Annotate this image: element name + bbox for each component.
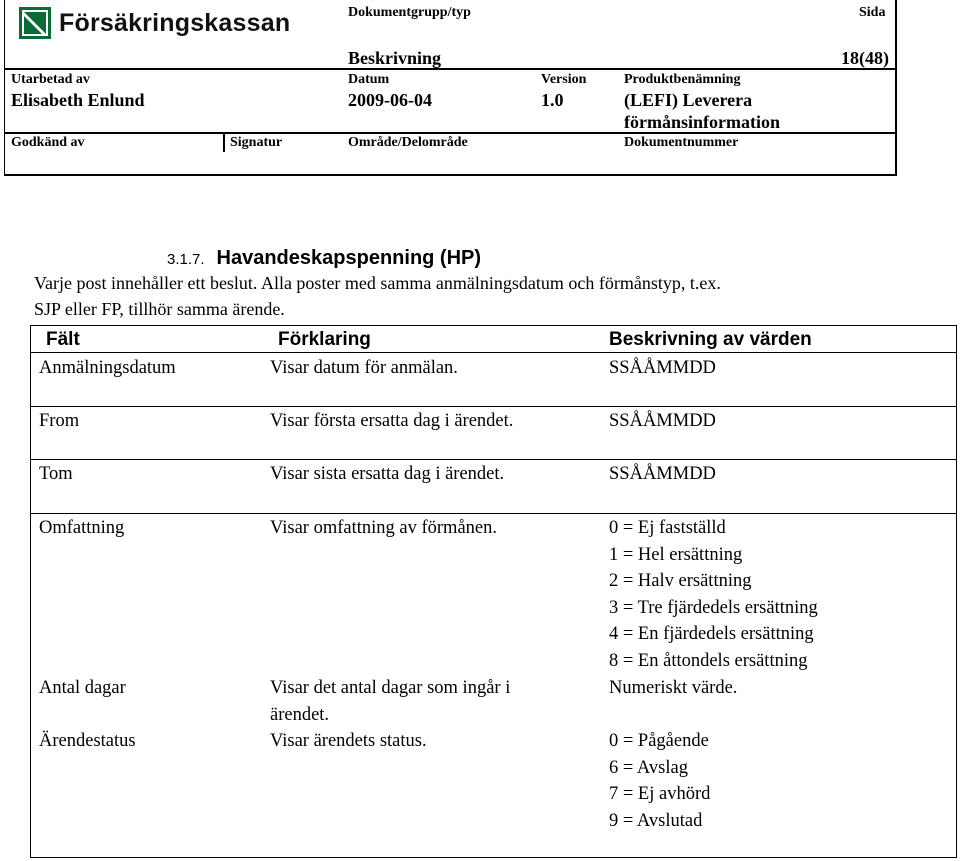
intro-text-line: Varje post innehåller ett beslut. Alla poster med samma anmälningsdatum och förmånstyp, t.ex. xyxy=(34,273,721,293)
logo xyxy=(19,7,290,39)
section-number: 3.1.7. xyxy=(167,251,205,268)
table-row-divider xyxy=(31,459,956,460)
approved-by-label: Godkänd av xyxy=(11,135,85,150)
page-label: Sida xyxy=(859,5,886,20)
section-title: Havandeskapspenning (HP) xyxy=(216,247,482,269)
table-cell-field: From xyxy=(39,411,80,431)
version: 1.0 xyxy=(541,90,564,110)
table-cell-explanation: Visar sista ersatta dag i ärendet. xyxy=(270,464,505,484)
page-number: 18(48) xyxy=(841,48,889,68)
table-cell-field: Anmälningsdatum xyxy=(39,358,176,378)
doc-type: Beskrivning xyxy=(348,48,442,68)
date-label: Datum xyxy=(348,72,390,87)
table-cell-values: SSÅÅMMDD xyxy=(609,358,716,378)
intro-text-line: SJP eller FP, tillhör samma ärende. xyxy=(34,299,285,319)
table-cell-explanation: Visar ärendets status. xyxy=(270,731,427,751)
doc-number-label: Dokumentnummer xyxy=(624,135,739,150)
document-header xyxy=(4,0,897,176)
column-header-field: Fält xyxy=(46,329,80,350)
table-cell-values: 0 = Ej fastställd 1 = Hel ersättning 2 = Halv ersättning 3 = Tre fjärdedels ersättning 4 = En fjärdedels ersättning 8 = En åttondels ersättning xyxy=(609,518,818,671)
product-label: Produktbenämning xyxy=(624,72,741,87)
version-label: Version xyxy=(541,72,587,87)
product-name-line2: förmånsinformation xyxy=(624,112,780,132)
table-row-divider xyxy=(31,352,956,353)
prepared-by: Elisabeth Enlund xyxy=(11,90,145,110)
table-cell-values: Numeriskt värde. xyxy=(609,678,738,698)
table-cell-explanation: Visar första ersatta dag i ärendet. xyxy=(270,411,514,431)
table-cell-explanation: Visar det antal dagar som ingår i ärendet. xyxy=(270,678,511,725)
table-cell-field: Ärendestatus xyxy=(39,731,136,751)
table-row-divider xyxy=(31,513,956,514)
table-cell-explanation: Visar omfattning av förmånen. xyxy=(270,518,497,538)
field-table xyxy=(30,325,957,858)
area-label: Område/Delområde xyxy=(348,135,468,150)
section-heading xyxy=(167,247,481,270)
table-cell-values: 0 = Pågående 6 = Avslag 7 = Ej avhörd 9 = Avslutad xyxy=(609,731,711,831)
table-cell-field: Antal dagar xyxy=(39,678,126,698)
column-header-explanation: Förklaring xyxy=(278,329,371,350)
column-header-values: Beskrivning av värden xyxy=(609,329,812,350)
table-cell-values: SSÅÅMMDD xyxy=(609,464,716,484)
logo-mark-icon xyxy=(19,7,51,39)
prepared-by-label: Utarbetad av xyxy=(11,72,90,87)
logo-text: Försäkringskassan xyxy=(59,8,291,37)
table-cell-field: Tom xyxy=(39,464,73,484)
header-divider xyxy=(5,68,897,70)
table-cell-field: Omfattning xyxy=(39,518,125,538)
document-group-label: Dokumentgrupp/typ xyxy=(348,5,471,20)
table-cell-explanation: Visar datum för anmälan. xyxy=(270,358,458,378)
header-cell-divider xyxy=(223,132,225,152)
table-row-divider xyxy=(31,406,956,407)
table-cell-values: SSÅÅMMDD xyxy=(609,411,716,431)
date: 2009-06-04 xyxy=(348,90,432,110)
product-name-line1: (LEFI) Leverera xyxy=(624,90,753,110)
header-divider xyxy=(5,132,897,134)
signature-label: Signatur xyxy=(230,135,283,150)
